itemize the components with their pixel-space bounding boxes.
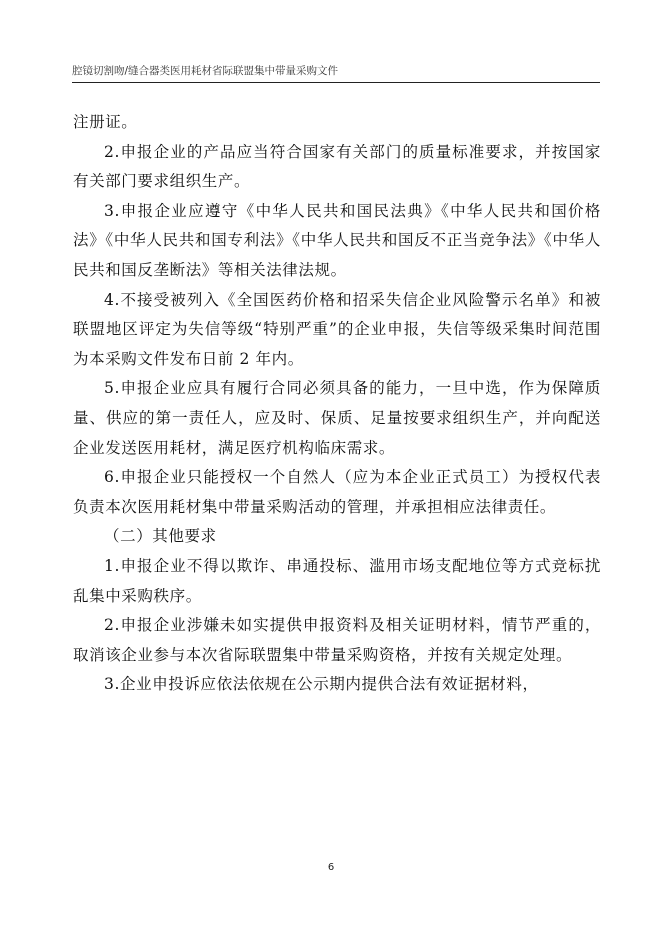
paragraph-item-6: 6.申报企业只能授权一个自然人（应为本企业正式员工）为授权代表负责本次医用耗材集中带量采购活动的管理，并承担相应法律责任。	[73, 468, 601, 516]
document-body	[73, 108, 601, 700]
paragraph-other-1: 1.申报企业不得以欺诈、串通投标、滥用市场支配地位等方式竞标扰乱集中采购秩序。	[73, 556, 601, 605]
paragraph-item-5: 5.申报企业应具有履行合同必须具备的能力，一旦中选，作为保障质量、供应的第一责任人，应及时、保质、足量按要求组织生产，并向配送企业发送医用耗材，满足医疗机构临床需求。	[73, 379, 601, 457]
page-number: 6	[327, 862, 335, 873]
paragraph-item-3: 3.申报企业应遵守《中华人民共和国民法典》《中华人民共和国价格法》《中华人民共和国专利法》《中华人民共和国反不正当竞争法》《中华人民共和国反垄断法》等相关法律法规。	[73, 201, 601, 279]
paragraph-continuation: 注册证。	[73, 113, 138, 131]
paragraph-item-4: 4.不接受被列入《全国医药价格和招采失信企业风险警示名单》和被联盟地区评定为失信等级“特别严重”的企业申报，失信等级采集时间范围为本采购文件发布日前 2 年内。	[73, 290, 601, 368]
header-divider	[72, 82, 600, 83]
paragraph-other-2: 2.申报企业涉嫌未如实提供申报资料及相关证明材料，情节严重的，取消该企业参与本次省际联盟集中带量采购资格，并按有关规定处理。	[73, 616, 601, 664]
paragraph-item-2: 2.申报企业的产品应当符合国家有关部门的质量标准要求，并按国家有关部门要求组织生产。	[73, 142, 601, 191]
section-heading-other-requirements: （二）其他要求	[104, 527, 217, 546]
running-header: 腔镜切割吻/缝合器类医用耗材省际联盟集中带量采购文件	[72, 65, 339, 77]
paragraph-other-3: 3.企业申投诉应依法依规在公示期内提供合法有效证据材料，	[104, 675, 539, 694]
